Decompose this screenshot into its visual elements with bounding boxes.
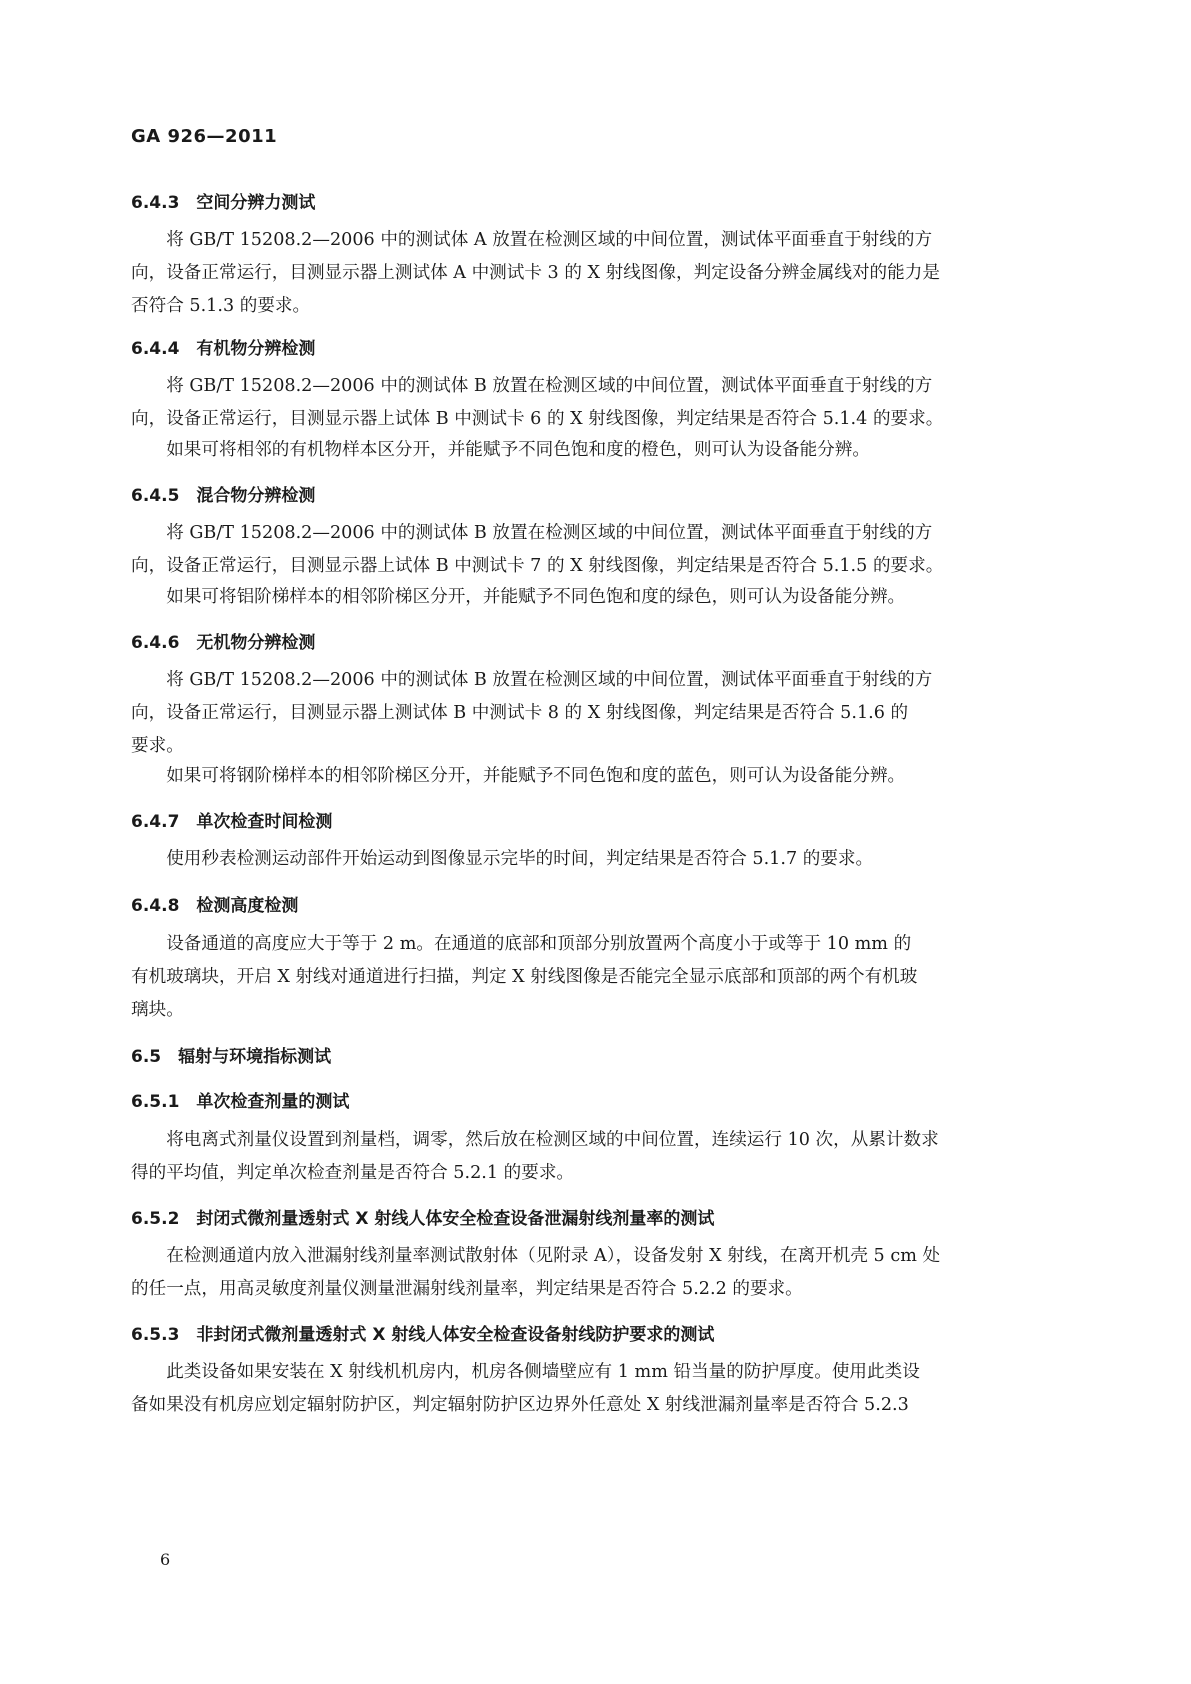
paragraph-line: 要求。 (131, 736, 184, 756)
paragraph-line: 如果可将相邻的有机物样本区分开，并能赋予不同色饱和度的橙色，则可认为设备能分辨。 (131, 440, 870, 460)
section-heading: 6.4.5 混合物分辨检测 (131, 486, 316, 506)
section-heading: 6.5.1 单次检查剂量的测试 (131, 1092, 350, 1112)
section-heading: 6.4.6 无机物分辨检测 (131, 633, 316, 653)
paragraph-line: 得的平均值，判定单次检查剂量是否符合 5.2.1 的要求。 (131, 1163, 575, 1183)
section-heading: 6.4.8 检测高度检测 (131, 896, 299, 916)
section-heading: 6.4.7 单次检查时间检测 (131, 812, 333, 832)
section-heading: 6.5.2 封闭式微剂量透射式 X 射线人体安全检查设备泄漏射线剂量率的测试 (131, 1209, 715, 1229)
paragraph-line: 设备通道的高度应大于等于 2 m。在通道的底部和顶部分别放置两个高度小于或等于 10 mm 的 (131, 934, 912, 954)
page-number: 6 (160, 1550, 171, 1569)
section-heading: 6.5 辐射与环境指标测试 (131, 1047, 332, 1067)
paragraph-line: 向，设备正常运行，目测显示器上试体 B 中测试卡 7 的 X 射线图像，判定结果是否符合 5.1.5 的要求。 (131, 556, 944, 576)
paragraph-line: 的任一点，用高灵敏度剂量仪测量泄漏射线剂量率，判定结果是否符合 5.2.2 的要求。 (131, 1279, 803, 1299)
section-heading: 6.4.3 空间分辨力测试 (131, 193, 316, 213)
paragraph-line: 将 GB/T 15208.2—2006 中的测试体 B 放置在检测区域的中间位置，测试体平面垂直于射线的方 (131, 523, 933, 543)
paragraph-line: 将电离式剂量仪设置到剂量档，调零，然后放在检测区域的中间位置，连续运行 10 次，从累计数求 (131, 1130, 939, 1150)
paragraph-line: 向，设备正常运行，目测显示器上试体 B 中测试卡 6 的 X 射线图像，判定结果是否符合 5.1.4 的要求。 (131, 409, 944, 429)
paragraph-line: 将 GB/T 15208.2—2006 中的测试体 B 放置在检测区域的中间位置，测试体平面垂直于射线的方 (131, 376, 933, 396)
section-heading: 6.5.3 非封闭式微剂量透射式 X 射线人体安全检查设备射线防护要求的测试 (131, 1325, 715, 1345)
paragraph-line: 如果可将钢阶梯样本的相邻阶梯区分开，并能赋予不同色饱和度的蓝色，则可认为设备能分辨。 (131, 766, 906, 786)
paragraph-line: 使用秒表检测运动部件开始运动到图像显示完毕的时间，判定结果是否符合 5.1.7 的要求。 (131, 849, 874, 869)
section-heading: 6.4.4 有机物分辨检测 (131, 339, 316, 359)
paragraph-line: 此类设备如果安装在 X 射线机机房内，机房各侧墙壁应有 1 mm 铅当量的防护厚度。使用此类设 (131, 1362, 920, 1382)
paragraph-line: 向，设备正常运行，目测显示器上测试体 A 中测试卡 3 的 X 射线图像，判定设备分辨金属线对的能力是 (131, 263, 940, 283)
paragraph-line: 将 GB/T 15208.2—2006 中的测试体 A 放置在检测区域的中间位置，测试体平面垂直于射线的方 (131, 230, 933, 250)
paragraph-line: 备如果没有机房应划定辐射防护区，判定辐射防护区边界外任意处 X 射线泄漏剂量率是否符合 5.2.3 (131, 1395, 909, 1415)
paragraph-line: 有机玻璃块，开启 X 射线对通道进行扫描，判定 X 射线图像是否能完全显示底部和顶部的两个有机玻 (131, 967, 918, 987)
paragraph-line: 将 GB/T 15208.2—2006 中的测试体 B 放置在检测区域的中间位置，测试体平面垂直于射线的方 (131, 670, 933, 690)
paragraph-line: 璃块。 (131, 1000, 184, 1020)
paragraph-line: 如果可将铝阶梯样本的相邻阶梯区分开，并能赋予不同色饱和度的绿色，则可认为设备能分辨。 (131, 587, 906, 607)
document-header: GA 926—2011 (131, 126, 278, 147)
paragraph-line: 向，设备正常运行，目测显示器上测试体 B 中测试卡 8 的 X 射线图像，判定结果是否符合 5.1.6 的 (131, 703, 909, 723)
paragraph-line: 否符合 5.1.3 的要求。 (131, 296, 311, 316)
paragraph-line: 在检测通道内放入泄漏射线剂量率测试散射体（见附录 A），设备发射 X 射线，在离开机壳 5 cm 处 (131, 1246, 941, 1266)
